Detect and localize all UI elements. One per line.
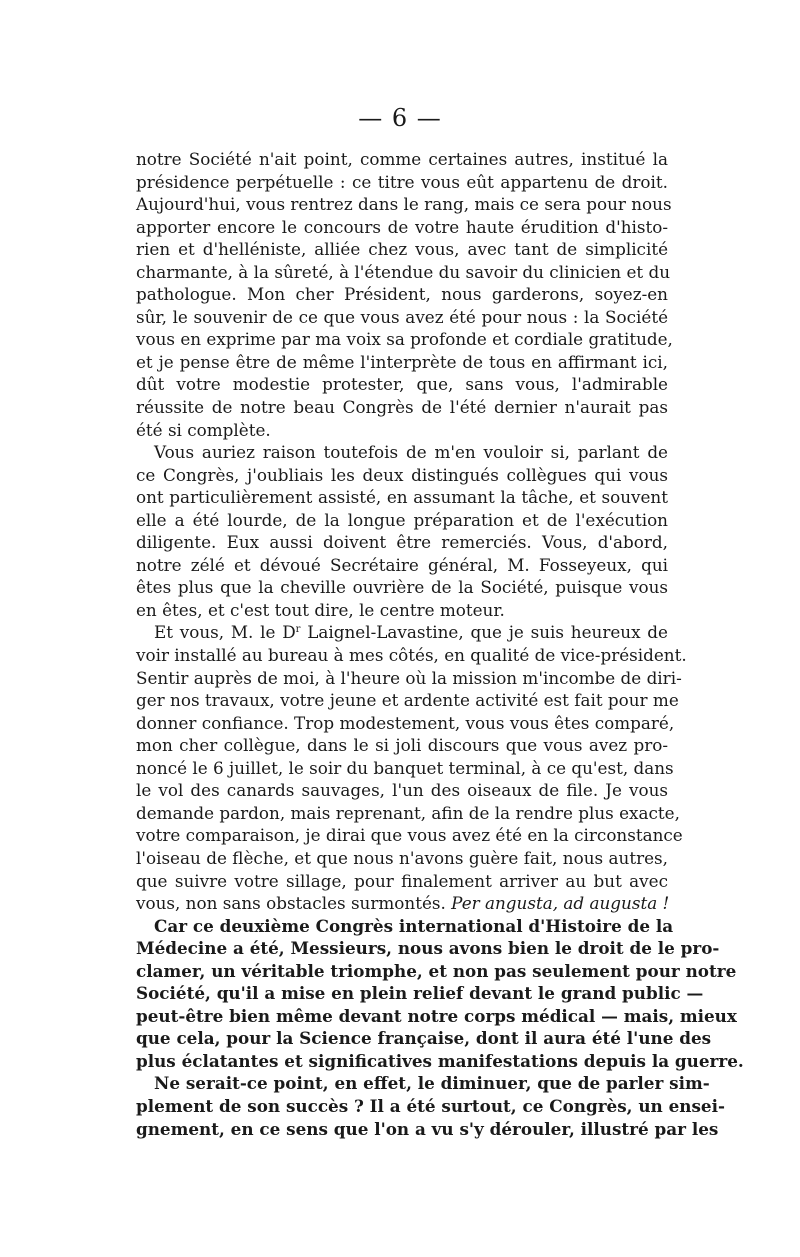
text-line: plement de son succès ? Il a été surtout, ce Congrès, un ensei- <box>136 1095 725 1116</box>
paragraph-4 <box>136 915 744 1073</box>
text-fragment: Et vous, M. le D <box>154 622 296 643</box>
page-number: — 6 — <box>358 104 442 132</box>
paragraph-2 <box>136 441 668 621</box>
latin-motto: Per angusta, ad augusta ! <box>451 893 670 914</box>
text-line: notre Société n'ait point, comme certaines autres, institué la <box>136 149 668 169</box>
text-line: et je pense être de même l'interprète de tous en affirmant ici, <box>136 351 668 372</box>
text-line: peut-être bien même devant notre corps médical — mais, mieux <box>136 1005 737 1026</box>
text-line: été si complète. <box>136 419 271 440</box>
superscript: r <box>295 624 301 636</box>
text-line: dût votre modestie protester, que, sans vous, l'admirable <box>136 374 668 395</box>
text-line: êtes plus que la cheville ouvrière de la Société, puisque vous <box>136 577 668 598</box>
body-text <box>136 148 744 1140</box>
paragraph-5 <box>136 1072 725 1140</box>
text-line: Vous auriez raison toutefois de m'en vouloir si, parlant de <box>154 442 668 463</box>
text-line: donner confiance. Trop modestement, vous vous êtes comparé, <box>136 712 675 733</box>
text-line: mon cher collègue, dans le si joli discours que vous avez pro- <box>136 735 668 756</box>
text-line: clamer, un véritable triomphe, et non pas seulement pour notre <box>136 960 737 981</box>
text-line: apporter encore le concours de votre haute érudition d'histo- <box>136 216 668 237</box>
text-line: diligente. Eux aussi doivent être remerciés. Vous, d'abord, <box>136 532 668 553</box>
text-line: réussite de notre beau Congrès de l'été dernier n'aurait pas <box>136 397 668 418</box>
text-line: elle a été lourde, de la longue préparation et de l'exécution <box>136 509 668 530</box>
text-line: l'oiseau de flèche, et que nous n'avons guère fait, nous autres, <box>136 847 668 868</box>
text-line: votre comparaison, je dirai que vous avez été en la circonstance <box>136 825 683 846</box>
text-line: Médecine a été, Messieurs, nous avons bien le droit de le pro- <box>136 938 720 959</box>
paragraph-3 <box>136 621 687 914</box>
text-line: le vol des canards sauvages, l'un des oiseaux de file. Je vous <box>136 780 668 801</box>
text-line <box>136 892 668 915</box>
text-line: notre zélé et dévoué Secrétaire général, M. Fosseyeux, qui <box>136 554 668 575</box>
text-line: Société, qu'il a mise en plein relief devant le grand public — <box>136 983 704 1004</box>
text-line: pathologue. Mon cher Président, nous garderons, soyez-en <box>136 284 668 305</box>
text-line: vous en exprime par ma voix sa profonde et cordiale gratitude, <box>136 329 673 350</box>
text-line: gnement, en ce sens que l'on a vu s'y dérouler, illustré par les <box>136 1118 719 1139</box>
text-line: présidence perpétuelle : ce titre vous eût appartenu de droit. <box>136 171 668 192</box>
text-line: charmante, à la sûreté, à l'étendue du savoir du clinicien et du <box>136 261 671 282</box>
text-line: ce Congrès, j'oubliais les deux distingués collègues qui vous <box>136 464 668 485</box>
text-line: plus éclatantes et significatives manifestations depuis la guerre. <box>136 1050 744 1071</box>
text-line: Aujourd'hui, vous rentrez dans le rang, mais ce sera pour nous <box>136 194 672 215</box>
text-line: Sentir auprès de moi, à l'heure où la mission m'incombe de diri- <box>136 667 682 688</box>
text-line: que cela, pour la Science française, dont il aura été l'une des <box>136 1028 712 1049</box>
text-line: en êtes, et c'est tout dire, le centre moteur. <box>136 599 505 620</box>
text-line: Ne serait-ce point, en effet, le diminuer, que de parler sim- <box>154 1073 710 1094</box>
text-line: ont particulièrement assisté, en assumant la tâche, et souvent <box>136 487 668 508</box>
text-line: que suivre votre sillage, pour finalement arriver au but avec <box>136 870 668 891</box>
text-line: rien et d'helléniste, alliée chez vous, avec tant de simplicité <box>136 239 668 260</box>
text-line: noncé le 6 juillet, le soir du banquet terminal, à ce qu'est, dans <box>136 757 674 778</box>
text-line: sûr, le souvenir de ce que vous avez été pour nous : la Société <box>136 306 668 327</box>
text-line: voir installé au bureau à mes côtés, en qualité de vice-président. <box>136 645 687 666</box>
paragraph-1 <box>136 148 673 441</box>
text-line <box>136 621 668 644</box>
text-line: Car ce deuxième Congrès international d'Histoire de la <box>154 915 674 936</box>
text-fragment: vous, non sans obstacles surmontés. <box>136 893 452 914</box>
text-fragment: Laignel-Lavastine, que je suis heureux de <box>300 622 668 643</box>
text-line: ger nos travaux, votre jeune et ardente activité est fait pour me <box>136 690 679 711</box>
text-line: demande pardon, mais reprenant, afin de la rendre plus exacte, <box>136 802 680 823</box>
